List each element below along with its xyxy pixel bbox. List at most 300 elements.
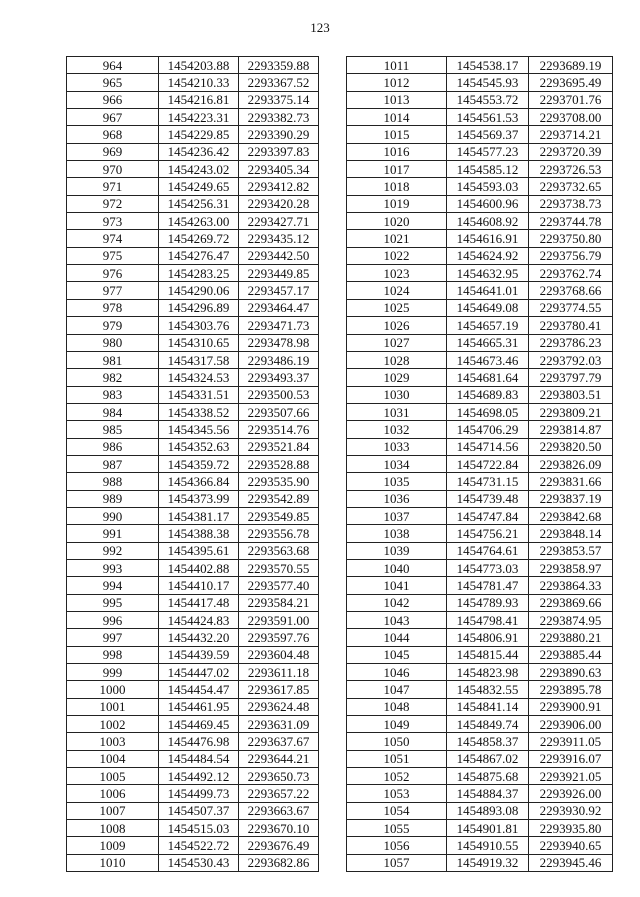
point-number-cell: 998 — [67, 646, 159, 663]
y-coordinate-cell: 2293814.87 — [529, 421, 613, 438]
table-row — [67, 317, 319, 334]
x-coordinate-cell: 1454706.29 — [447, 421, 529, 438]
x-coordinate-cell: 1454229.85 — [159, 126, 239, 143]
point-number-cell: 1003 — [67, 733, 159, 750]
point-number-cell: 1019 — [347, 195, 447, 212]
x-coordinate-cell: 1454424.83 — [159, 612, 239, 629]
x-coordinate-cell: 1454338.52 — [159, 403, 239, 420]
table-row — [347, 91, 613, 108]
point-number-cell: 1034 — [347, 455, 447, 472]
point-number-cell: 1045 — [347, 646, 447, 663]
table-row — [67, 646, 319, 663]
table-row — [67, 664, 319, 681]
y-coordinate-cell: 2293435.12 — [239, 230, 319, 247]
point-number-cell: 1055 — [347, 820, 447, 837]
x-coordinate-cell: 1454395.61 — [159, 542, 239, 559]
point-number-cell: 1051 — [347, 750, 447, 767]
x-coordinate-cell: 1454243.02 — [159, 161, 239, 178]
x-coordinate-cell: 1454649.08 — [447, 299, 529, 316]
x-coordinate-cell: 1454893.08 — [447, 802, 529, 819]
point-number-cell: 1046 — [347, 664, 447, 681]
y-coordinate-cell: 2293670.10 — [239, 820, 319, 837]
x-coordinate-cell: 1454381.17 — [159, 507, 239, 524]
y-coordinate-cell: 2293611.18 — [239, 664, 319, 681]
y-coordinate-cell: 2293701.76 — [529, 91, 613, 108]
x-coordinate-cell: 1454492.12 — [159, 768, 239, 785]
table-row — [347, 126, 613, 143]
y-coordinate-cell: 2293820.50 — [529, 438, 613, 455]
y-coordinate-cell: 2293774.55 — [529, 299, 613, 316]
point-number-cell: 992 — [67, 542, 159, 559]
point-number-cell: 1049 — [347, 716, 447, 733]
table-row — [347, 716, 613, 733]
table-row — [347, 646, 613, 663]
point-number-cell: 1017 — [347, 161, 447, 178]
table-row — [347, 195, 613, 212]
point-number-cell: 1032 — [347, 421, 447, 438]
point-number-cell: 1033 — [347, 438, 447, 455]
x-coordinate-cell: 1454781.47 — [447, 577, 529, 594]
x-coordinate-cell: 1454210.33 — [159, 74, 239, 91]
y-coordinate-cell: 2293650.73 — [239, 768, 319, 785]
y-coordinate-cell: 2293809.21 — [529, 403, 613, 420]
y-coordinate-cell: 2293906.00 — [529, 716, 613, 733]
point-number-cell: 1008 — [67, 820, 159, 837]
y-coordinate-cell: 2293507.66 — [239, 403, 319, 420]
point-number-cell: 1039 — [347, 542, 447, 559]
table-row — [347, 681, 613, 698]
table-row — [347, 577, 613, 594]
table-row — [67, 74, 319, 91]
table-row — [347, 473, 613, 490]
coordinates-table-right-body — [347, 57, 613, 872]
point-number-cell: 1040 — [347, 559, 447, 576]
x-coordinate-cell: 1454454.47 — [159, 681, 239, 698]
point-number-cell: 988 — [67, 473, 159, 490]
point-number-cell: 979 — [67, 317, 159, 334]
table-row — [67, 230, 319, 247]
point-number-cell: 1057 — [347, 854, 447, 871]
x-coordinate-cell: 1454919.32 — [447, 854, 529, 871]
y-coordinate-cell: 2293657.22 — [239, 785, 319, 802]
point-number-cell: 1052 — [347, 768, 447, 785]
y-coordinate-cell: 2293382.73 — [239, 109, 319, 126]
point-number-cell: 975 — [67, 247, 159, 264]
point-number-cell: 983 — [67, 386, 159, 403]
y-coordinate-cell: 2293591.00 — [239, 612, 319, 629]
table-row — [67, 559, 319, 576]
y-coordinate-cell: 2293689.19 — [529, 57, 613, 74]
x-coordinate-cell: 1454203.88 — [159, 57, 239, 74]
point-number-cell: 1050 — [347, 733, 447, 750]
point-number-cell: 977 — [67, 282, 159, 299]
table-row — [67, 247, 319, 264]
table-row — [347, 768, 613, 785]
point-number-cell: 1006 — [67, 785, 159, 802]
y-coordinate-cell: 2293869.66 — [529, 594, 613, 611]
table-row — [347, 74, 613, 91]
y-coordinate-cell: 2293930.92 — [529, 802, 613, 819]
y-coordinate-cell: 2293624.48 — [239, 698, 319, 715]
y-coordinate-cell: 2293738.73 — [529, 195, 613, 212]
y-coordinate-cell: 2293464.47 — [239, 299, 319, 316]
table-row — [347, 698, 613, 715]
point-number-cell: 1043 — [347, 612, 447, 629]
x-coordinate-cell: 1454858.37 — [447, 733, 529, 750]
y-coordinate-cell: 2293720.39 — [529, 143, 613, 160]
point-number-cell: 997 — [67, 629, 159, 646]
x-coordinate-cell: 1454815.44 — [447, 646, 529, 663]
table-row — [347, 629, 613, 646]
x-coordinate-cell: 1454593.03 — [447, 178, 529, 195]
x-coordinate-cell: 1454657.19 — [447, 317, 529, 334]
table-row — [67, 612, 319, 629]
y-coordinate-cell: 2293864.33 — [529, 577, 613, 594]
y-coordinate-cell: 2293826.09 — [529, 455, 613, 472]
table-row — [347, 438, 613, 455]
x-coordinate-cell: 1454849.74 — [447, 716, 529, 733]
table-row — [347, 664, 613, 681]
y-coordinate-cell: 2293528.88 — [239, 455, 319, 472]
table-row — [347, 334, 613, 351]
point-number-cell: 1004 — [67, 750, 159, 767]
point-number-cell: 976 — [67, 265, 159, 282]
y-coordinate-cell: 2293780.41 — [529, 317, 613, 334]
x-coordinate-cell: 1454714.56 — [447, 438, 529, 455]
x-coordinate-cell: 1454538.17 — [447, 57, 529, 74]
table-row — [347, 785, 613, 802]
x-coordinate-cell: 1454366.84 — [159, 473, 239, 490]
y-coordinate-cell: 2293858.97 — [529, 559, 613, 576]
point-number-cell: 1000 — [67, 681, 159, 698]
y-coordinate-cell: 2293695.49 — [529, 74, 613, 91]
table-row — [67, 837, 319, 854]
y-coordinate-cell: 2293644.21 — [239, 750, 319, 767]
point-number-cell: 1022 — [347, 247, 447, 264]
table-row — [67, 525, 319, 542]
point-number-cell: 978 — [67, 299, 159, 316]
point-number-cell: 1023 — [347, 265, 447, 282]
point-number-cell: 964 — [67, 57, 159, 74]
x-coordinate-cell: 1454269.72 — [159, 230, 239, 247]
table-row — [347, 837, 613, 854]
y-coordinate-cell: 2293420.28 — [239, 195, 319, 212]
table-row — [347, 265, 613, 282]
table-row — [67, 91, 319, 108]
x-coordinate-cell: 1454331.51 — [159, 386, 239, 403]
x-coordinate-cell: 1454345.56 — [159, 421, 239, 438]
point-number-cell: 1020 — [347, 213, 447, 230]
table-row — [347, 594, 613, 611]
table-row — [67, 507, 319, 524]
table-row — [67, 351, 319, 368]
y-coordinate-cell: 2293604.48 — [239, 646, 319, 663]
y-coordinate-cell: 2293921.05 — [529, 768, 613, 785]
table-row — [67, 178, 319, 195]
table-row — [347, 143, 613, 160]
y-coordinate-cell: 2293837.19 — [529, 490, 613, 507]
y-coordinate-cell: 2293397.83 — [239, 143, 319, 160]
table-row — [347, 213, 613, 230]
y-coordinate-cell: 2293631.09 — [239, 716, 319, 733]
point-number-cell: 965 — [67, 74, 159, 91]
point-number-cell: 1047 — [347, 681, 447, 698]
x-coordinate-cell: 1454410.17 — [159, 577, 239, 594]
x-coordinate-cell: 1454303.76 — [159, 317, 239, 334]
table-row — [67, 282, 319, 299]
point-number-cell: 1015 — [347, 126, 447, 143]
point-number-cell: 1031 — [347, 403, 447, 420]
x-coordinate-cell: 1454290.06 — [159, 282, 239, 299]
x-coordinate-cell: 1454402.88 — [159, 559, 239, 576]
x-coordinate-cell: 1454884.37 — [447, 785, 529, 802]
table-row — [67, 438, 319, 455]
table-row — [347, 299, 613, 316]
point-number-cell: 1044 — [347, 629, 447, 646]
table-row — [347, 733, 613, 750]
y-coordinate-cell: 2293874.95 — [529, 612, 613, 629]
table-row — [347, 403, 613, 420]
x-coordinate-cell: 1454624.92 — [447, 247, 529, 264]
table-row — [347, 386, 613, 403]
y-coordinate-cell: 2293570.55 — [239, 559, 319, 576]
table-row — [67, 265, 319, 282]
x-coordinate-cell: 1454530.43 — [159, 854, 239, 871]
table-row — [67, 126, 319, 143]
x-coordinate-cell: 1454352.63 — [159, 438, 239, 455]
x-coordinate-cell: 1454608.92 — [447, 213, 529, 230]
y-coordinate-cell: 2293442.50 — [239, 247, 319, 264]
table-row — [67, 421, 319, 438]
table-row — [67, 577, 319, 594]
point-number-cell: 966 — [67, 91, 159, 108]
y-coordinate-cell: 2293786.23 — [529, 334, 613, 351]
point-number-cell: 968 — [67, 126, 159, 143]
x-coordinate-cell: 1454283.25 — [159, 265, 239, 282]
table-row — [67, 403, 319, 420]
x-coordinate-cell: 1454600.96 — [447, 195, 529, 212]
point-number-cell: 1014 — [347, 109, 447, 126]
point-number-cell: 1030 — [347, 386, 447, 403]
x-coordinate-cell: 1454832.55 — [447, 681, 529, 698]
y-coordinate-cell: 2293940.65 — [529, 837, 613, 854]
point-number-cell: 994 — [67, 577, 159, 594]
point-number-cell: 1028 — [347, 351, 447, 368]
x-coordinate-cell: 1454359.72 — [159, 455, 239, 472]
x-coordinate-cell: 1454632.95 — [447, 265, 529, 282]
x-coordinate-cell: 1454263.00 — [159, 213, 239, 230]
point-number-cell: 991 — [67, 525, 159, 542]
table-row — [347, 57, 613, 74]
x-coordinate-cell: 1454461.95 — [159, 698, 239, 715]
x-coordinate-cell: 1454731.15 — [447, 473, 529, 490]
y-coordinate-cell: 2293514.76 — [239, 421, 319, 438]
coordinates-table-left-body — [67, 57, 319, 872]
x-coordinate-cell: 1454317.58 — [159, 351, 239, 368]
point-number-cell: 972 — [67, 195, 159, 212]
point-number-cell: 1007 — [67, 802, 159, 819]
x-coordinate-cell: 1454798.41 — [447, 612, 529, 629]
x-coordinate-cell: 1454823.98 — [447, 664, 529, 681]
y-coordinate-cell: 2293478.98 — [239, 334, 319, 351]
table-row — [347, 317, 613, 334]
table-row — [67, 369, 319, 386]
point-number-cell: 981 — [67, 351, 159, 368]
y-coordinate-cell: 2293744.78 — [529, 213, 613, 230]
y-coordinate-cell: 2293895.78 — [529, 681, 613, 698]
point-number-cell: 999 — [67, 664, 159, 681]
point-number-cell: 1016 — [347, 143, 447, 160]
point-number-cell: 982 — [67, 369, 159, 386]
y-coordinate-cell: 2293714.21 — [529, 126, 613, 143]
point-number-cell: 1009 — [67, 837, 159, 854]
table-row — [67, 750, 319, 767]
y-coordinate-cell: 2293853.57 — [529, 542, 613, 559]
y-coordinate-cell: 2293831.66 — [529, 473, 613, 490]
point-number-cell: 973 — [67, 213, 159, 230]
point-number-cell: 1056 — [347, 837, 447, 854]
x-coordinate-cell: 1454569.37 — [447, 126, 529, 143]
table-row — [347, 455, 613, 472]
y-coordinate-cell: 2293549.85 — [239, 507, 319, 524]
x-coordinate-cell: 1454388.38 — [159, 525, 239, 542]
point-number-cell: 1036 — [347, 490, 447, 507]
table-row — [67, 733, 319, 750]
y-coordinate-cell: 2293890.63 — [529, 664, 613, 681]
table-row — [67, 143, 319, 160]
x-coordinate-cell: 1454499.73 — [159, 785, 239, 802]
y-coordinate-cell: 2293367.52 — [239, 74, 319, 91]
y-coordinate-cell: 2293663.67 — [239, 802, 319, 819]
y-coordinate-cell: 2293708.00 — [529, 109, 613, 126]
x-coordinate-cell: 1454577.23 — [447, 143, 529, 160]
x-coordinate-cell: 1454764.61 — [447, 542, 529, 559]
table-row — [67, 802, 319, 819]
y-coordinate-cell: 2293682.86 — [239, 854, 319, 871]
y-coordinate-cell: 2293756.79 — [529, 247, 613, 264]
table-row — [67, 629, 319, 646]
x-coordinate-cell: 1454432.20 — [159, 629, 239, 646]
table-row — [67, 785, 319, 802]
y-coordinate-cell: 2293797.79 — [529, 369, 613, 386]
x-coordinate-cell: 1454867.02 — [447, 750, 529, 767]
point-number-cell: 1021 — [347, 230, 447, 247]
table-row — [67, 820, 319, 837]
point-number-cell: 969 — [67, 143, 159, 160]
x-coordinate-cell: 1454476.98 — [159, 733, 239, 750]
table-row — [347, 109, 613, 126]
point-number-cell: 1048 — [347, 698, 447, 715]
x-coordinate-cell: 1454841.14 — [447, 698, 529, 715]
table-row — [347, 559, 613, 576]
x-coordinate-cell: 1454698.05 — [447, 403, 529, 420]
table-row — [67, 473, 319, 490]
y-coordinate-cell: 2293449.85 — [239, 265, 319, 282]
table-row — [67, 542, 319, 559]
point-number-cell: 1041 — [347, 577, 447, 594]
y-coordinate-cell: 2293935.80 — [529, 820, 613, 837]
table-row — [67, 195, 319, 212]
table-row — [67, 698, 319, 715]
y-coordinate-cell: 2293676.49 — [239, 837, 319, 854]
point-number-cell: 1005 — [67, 768, 159, 785]
table-row — [347, 230, 613, 247]
x-coordinate-cell: 1454296.89 — [159, 299, 239, 316]
y-coordinate-cell: 2293563.68 — [239, 542, 319, 559]
x-coordinate-cell: 1454373.99 — [159, 490, 239, 507]
point-number-cell: 989 — [67, 490, 159, 507]
table-row — [347, 507, 613, 524]
x-coordinate-cell: 1454673.46 — [447, 351, 529, 368]
y-coordinate-cell: 2293900.91 — [529, 698, 613, 715]
x-coordinate-cell: 1454641.01 — [447, 282, 529, 299]
y-coordinate-cell: 2293390.29 — [239, 126, 319, 143]
y-coordinate-cell: 2293500.53 — [239, 386, 319, 403]
x-coordinate-cell: 1454722.84 — [447, 455, 529, 472]
point-number-cell: 1026 — [347, 317, 447, 334]
y-coordinate-cell: 2293926.00 — [529, 785, 613, 802]
table-row — [67, 768, 319, 785]
x-coordinate-cell: 1454216.81 — [159, 91, 239, 108]
y-coordinate-cell: 2293750.80 — [529, 230, 613, 247]
point-number-cell: 1054 — [347, 802, 447, 819]
x-coordinate-cell: 1454310.65 — [159, 334, 239, 351]
x-coordinate-cell: 1454681.64 — [447, 369, 529, 386]
y-coordinate-cell: 2293427.71 — [239, 213, 319, 230]
table-row — [67, 299, 319, 316]
point-number-cell: 970 — [67, 161, 159, 178]
table-row — [347, 750, 613, 767]
point-number-cell: 971 — [67, 178, 159, 195]
table-row — [347, 854, 613, 871]
table-row — [347, 802, 613, 819]
point-number-cell: 985 — [67, 421, 159, 438]
y-coordinate-cell: 2293535.90 — [239, 473, 319, 490]
y-coordinate-cell: 2293945.46 — [529, 854, 613, 871]
table-row — [67, 854, 319, 871]
point-number-cell: 995 — [67, 594, 159, 611]
table-row — [347, 490, 613, 507]
table-row — [347, 178, 613, 195]
table-row — [67, 57, 319, 74]
y-coordinate-cell: 2293792.03 — [529, 351, 613, 368]
y-coordinate-cell: 2293885.44 — [529, 646, 613, 663]
y-coordinate-cell: 2293493.37 — [239, 369, 319, 386]
x-coordinate-cell: 1454545.93 — [447, 74, 529, 91]
point-number-cell: 1038 — [347, 525, 447, 542]
x-coordinate-cell: 1454689.83 — [447, 386, 529, 403]
y-coordinate-cell: 2293911.05 — [529, 733, 613, 750]
y-coordinate-cell: 2293412.82 — [239, 178, 319, 195]
point-number-cell: 1001 — [67, 698, 159, 715]
x-coordinate-cell: 1454616.91 — [447, 230, 529, 247]
point-number-cell: 996 — [67, 612, 159, 629]
x-coordinate-cell: 1454507.37 — [159, 802, 239, 819]
point-number-cell: 967 — [67, 109, 159, 126]
x-coordinate-cell: 1454910.55 — [447, 837, 529, 854]
x-coordinate-cell: 1454236.42 — [159, 143, 239, 160]
y-coordinate-cell: 2293726.53 — [529, 161, 613, 178]
coordinates-table-left — [66, 56, 319, 872]
x-coordinate-cell: 1454739.48 — [447, 490, 529, 507]
table-row — [347, 421, 613, 438]
point-number-cell: 1013 — [347, 91, 447, 108]
x-coordinate-cell: 1454439.59 — [159, 646, 239, 663]
y-coordinate-cell: 2293457.17 — [239, 282, 319, 299]
table-row — [67, 681, 319, 698]
point-number-cell: 980 — [67, 334, 159, 351]
y-coordinate-cell: 2293486.19 — [239, 351, 319, 368]
